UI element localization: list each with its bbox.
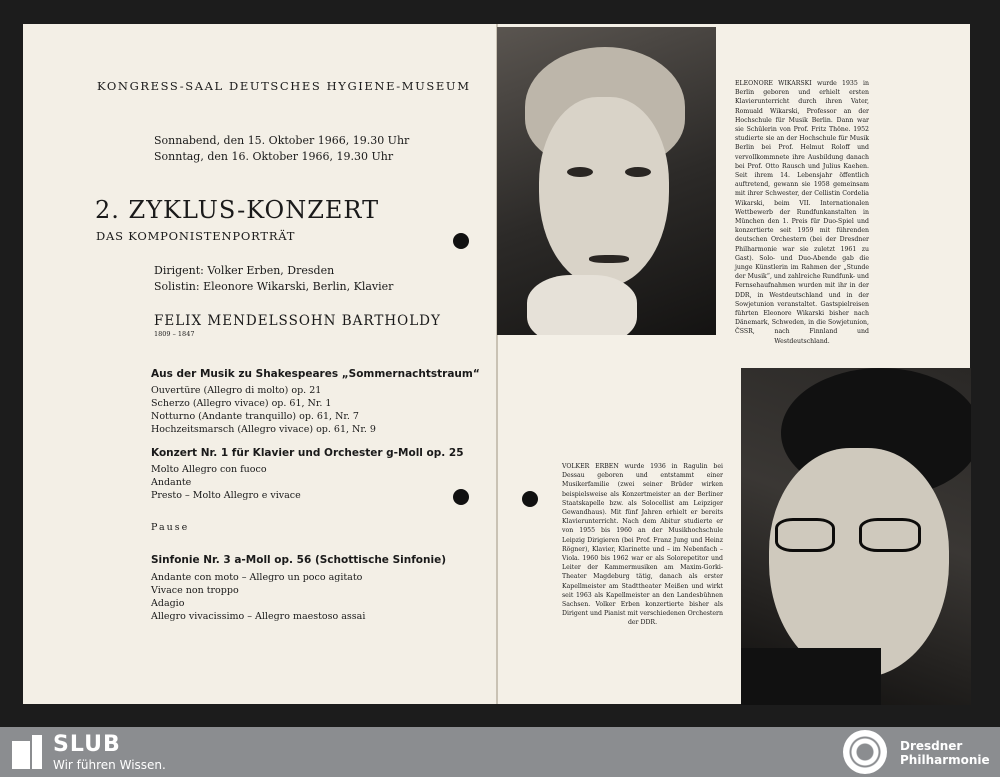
concert-subtitle: DAS KOMPONISTENPORTRÄT: [96, 229, 296, 243]
composer-years: 1809 – 1847: [154, 330, 195, 338]
program-item: Hochzeitsmarsch (Allegro vivace) op. 61, Nr. 9: [151, 424, 376, 435]
composer-name: FELIX MENDELSSOHN BARTHOLDY: [154, 313, 441, 329]
venue-heading: KONGRESS-SAAL DEUTSCHES HYGIENE-MUSEUM: [97, 79, 471, 93]
section-title: Konzert Nr. 1 für Klavier und Orchester g-Moll op. 25: [151, 447, 464, 459]
pause-label: Pause: [151, 522, 190, 533]
program-item: Andante: [151, 477, 192, 488]
conductor-line: Dirigent: Volker Erben, Dresden: [154, 264, 335, 277]
punch-hole: [453, 233, 469, 249]
program-item: Notturno (Andante tranquillo) op. 61, Nr. 7: [151, 411, 359, 422]
program-item: Ouvertüre (Allegro di molto) op. 21: [151, 385, 322, 396]
program-item: Allegro vivacissimo – Allegro maestoso assai: [151, 611, 366, 622]
footer-bar: [0, 727, 1000, 777]
concert-date-1: Sonnabend, den 15. Oktober 1966, 19.30 Uhr: [154, 134, 410, 147]
punch-hole: [522, 491, 538, 507]
program-item: Scherzo (Allegro vivace) op. 61, Nr. 1: [151, 398, 332, 409]
philharmonie-name-line2: Philharmonie: [900, 753, 990, 767]
slub-logo-text: SLUB: [53, 732, 121, 757]
concert-title: 2. ZYKLUS-KONZERT: [95, 196, 380, 224]
concert-date-2: Sonntag, den 16. Oktober 1966, 19.30 Uhr: [154, 150, 394, 163]
program-item: Andante con moto – Allegro un poco agitato: [151, 572, 363, 583]
program-item: Molto Allegro con fuoco: [151, 464, 267, 475]
biography-erben: VOLKER ERBEN wurde 1936 in Ragulin bei Dessau geboren und entstammt einer Musikerfamilie (zwei seiner Brüder wirken beispielsweise als Konzertmeister an der Berliner Staatskapelle bzw. als Solocellist am Leipziger Gewandhaus). Mit fünf Jahren erhielt er bereits Klavierunterricht. Nach dem Abitur studierte er von 1955 bis 1960 an der Musikhochschule Leipzig Dirigieren (bei Prof. Franz Jung und Heinz Rögner), Klavier, Klarinette und – im Nebenfach – Viola. 1960 bis 1962 war er als Solorepetitor und Leiter der Kammermusiken am Maxim-Gorki-Theater Magdeburg tätig, danach als erster Kapellmeister am Stadttheater Meißen und wirkt seit 1963 als Kapellmeister an den Landesbühnen Sachsen. Volker Erben konzertierte bisher als Dirigent und Pianist mit verschiedenen Orchestern der DDR.: [562, 463, 723, 627]
slub-logo-icon: [12, 735, 42, 769]
philharmonie-logo-icon: [843, 730, 887, 774]
program-item: Presto – Molto Allegro e vivace: [151, 490, 301, 501]
program-page-left: [23, 24, 496, 704]
section-title: Sinfonie Nr. 3 a-Moll op. 56 (Schottische Sinfonie): [151, 554, 446, 566]
section-title: Aus der Musik zu Shakespeares „Sommernachtstraum“: [151, 368, 480, 380]
portrait-photo-erben: [741, 368, 971, 705]
program-item: Vivace non troppo: [151, 585, 239, 596]
punch-hole: [453, 489, 469, 505]
portrait-photo-wikarski: [497, 27, 716, 335]
soloist-line: Solistin: Eleonore Wikarski, Berlin, Klavier: [154, 280, 394, 293]
slub-tagline: Wir führen Wissen.: [53, 758, 166, 772]
biography-wikarski: ELEONORE WIKARSKI wurde 1935 in Berlin geboren und erhielt ersten Klavierunterricht durch ihren Vater, Romuald Wikarski, Professor an der Hochschule für Musik Berlin. Dann war sie Schülerin von Prof. Fritz Thöne. 1952 studierte sie an der Hochschule für Musik Berlin bei Prof. Helmut Roloff und vervollkommnete ihre Ausbildung danach bei Prof. Otto Rausch und Julius Kaehen. Seit ihrem 14. Lebensjahr öffentlich auftretend, gewann sie 1958 gemeinsam mit ihrer Schwester, der Cellistin Cordelia Wikarski, beim VII. Internationalen Wettbewerb der Rundfunkanstalten in München den 1. Preis für Duo-Spiel und konzertierte seit 1959 mit führenden deutschen Orchestern (bei der Dresdner Philharmonie war sie zuletzt 1961 zu Gast). Solo- und Duo-Abende gab die junge Künstlerin im Rahmen der „Stunde der Musik“, und zahlreiche Rundfunk- und Fernsehaufnahmen wurden mit ihr in der DDR, in Westdeutschland und in der Sowjetunion veranstaltet. Gastspielreisen führten Eleonore Wikarski bisher nach Dänemark, Schweden, in die Sowjetunion, ČSSR, nach Finnland und Westdeutschland.: [735, 80, 869, 345]
program-item: Adagio: [151, 598, 185, 609]
philharmonie-name-line1: Dresdner: [900, 739, 963, 753]
